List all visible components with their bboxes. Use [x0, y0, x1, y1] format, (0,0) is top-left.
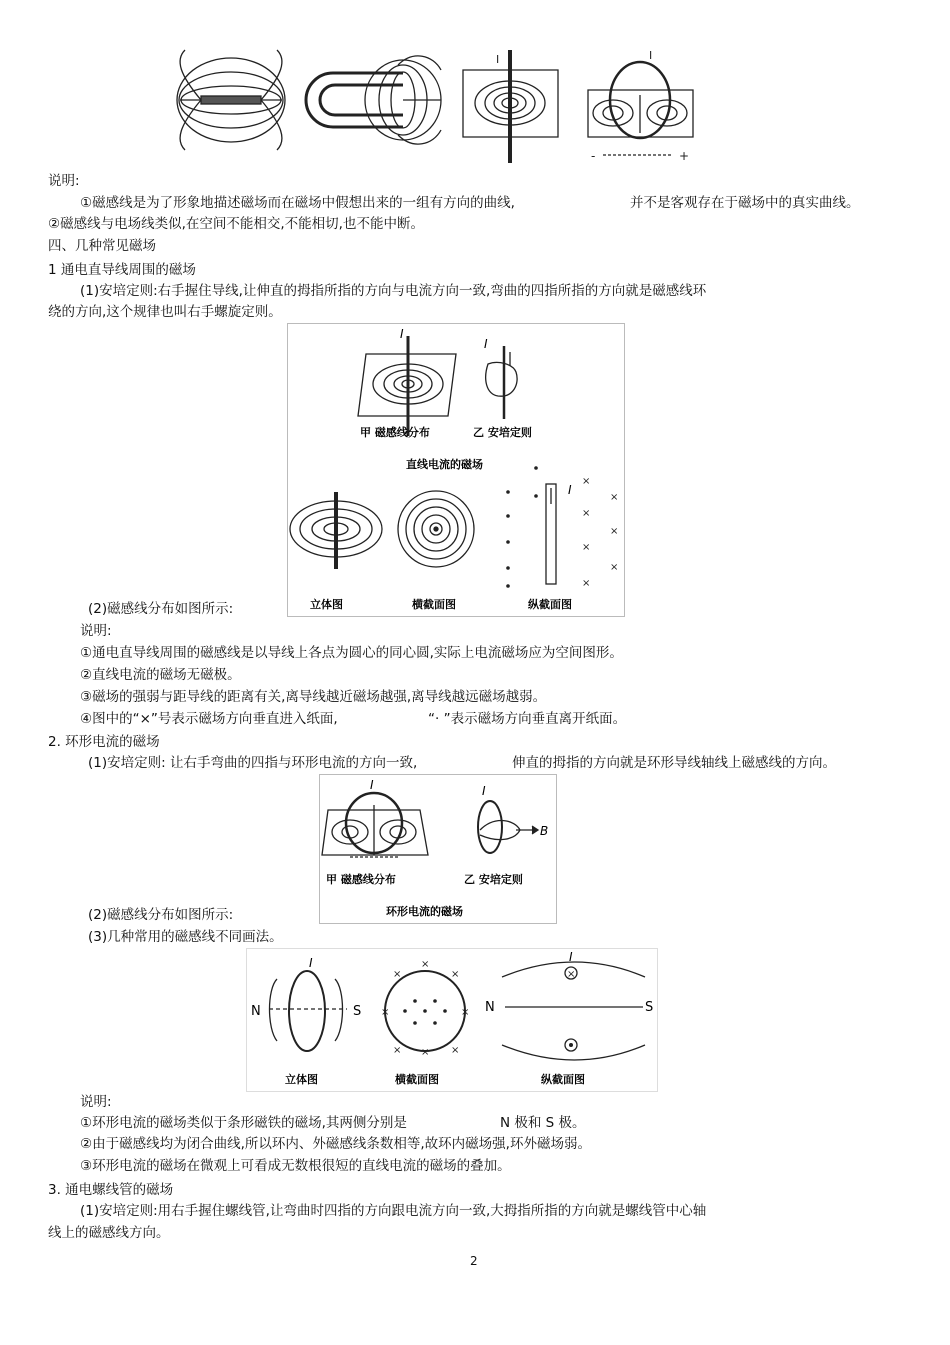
svg-text:×: × [451, 969, 460, 980]
svg-text:×: × [567, 969, 576, 980]
solenoid-title: 3. 通电螺线管的磁场 [48, 1182, 174, 1198]
ring-methods-figure [246, 948, 658, 1092]
straight-fig-cap-yi: 乙 安培定则 [473, 426, 532, 439]
ring-ampere-a: (1)安培定则: 让右手弯曲的四指与环形电流的方向一致, [88, 755, 418, 771]
note1-line1b: 并不是客观存在于磁场中的真实曲线。 [630, 195, 860, 211]
straight-ampere-a: (1)安培定则:右手握住导线,让伸直的拇指所指的方向与电流方向一致,弯曲的四指所指的方向就是磁感线环 [80, 283, 707, 299]
ring-ampere-b: 伸直的拇指的方向就是环形导线轴线上磁感线的方向。 [512, 755, 836, 771]
straight-title: 1 通电直导线周围的磁场 [48, 262, 196, 278]
ring-methods: (3)几种常用的磁感线不同画法。 [88, 929, 283, 945]
ring-fig-current-label-a: I [370, 778, 374, 792]
svg-text:×: × [421, 1047, 430, 1058]
solenoid-ampere-b: 线上的磁感线方向。 [48, 1225, 170, 1241]
ring-note-1a: ①环形电流的磁场类似于条形磁铁的磁场,其两侧分别是 [80, 1115, 407, 1131]
svg-text:×: × [393, 1045, 402, 1056]
ring-fig2-cap-long: 纵截面图 [541, 1073, 585, 1086]
ring-fig2-current-left: I [309, 956, 313, 970]
ring-fig-current-label-b: I [482, 784, 486, 798]
straight-ampere-b: 绕的方向,这个规律也叫右手螺旋定则。 [48, 304, 282, 320]
straight-note-4b: “· ”表示磁场方向垂直离开纸面。 [428, 711, 627, 727]
ring-note-3: ③环形电流的磁场在微观上可看成无数根很短的直线电流的磁场的叠加。 [80, 1158, 511, 1174]
solenoid-ampere-a: (1)安培定则:用右手握住螺线管,让弯曲时四指的方向跟电流方向一致,大拇指所指的方向就是螺线管中心轴 [80, 1203, 707, 1219]
ring-fig-cap-yi: 乙 安培定则 [464, 873, 523, 886]
svg-text:×: × [610, 562, 619, 573]
svg-text:×: × [461, 1007, 470, 1018]
wire-field [463, 50, 558, 163]
svg-text:×: × [610, 526, 619, 537]
ring-fig2-s-right: S [645, 1000, 654, 1015]
ring-field [588, 49, 693, 163]
straight-fig-cap-3d: 立体图 [310, 598, 343, 611]
ring-title: 2. 环形电流的磁场 [48, 734, 160, 750]
svg-text:×: × [451, 1045, 460, 1056]
straight-fig-current-label-c: I [568, 483, 572, 497]
ring-fig-b-label: B [540, 824, 549, 838]
ring-note-heading: 说明: [80, 1094, 112, 1110]
svg-text:×: × [610, 492, 619, 503]
top-ring-current-label: I [649, 49, 653, 62]
straight-note-heading: 说明: [80, 623, 112, 639]
svg-text:×: × [582, 476, 591, 487]
top-ring-minus-label: - [591, 149, 596, 163]
top-ring-plus-label: + [679, 149, 690, 163]
straight-note-2: ②直线电流的磁场无磁极。 [80, 667, 241, 683]
ring-note-2: ②由于磁感线均为闭合曲线,所以环内、外磁感线条数相等,故环内磁场强,环外磁场弱。 [80, 1136, 591, 1152]
section4-title: 四、几种常见磁场 [48, 238, 156, 254]
u-magnet-field [306, 56, 441, 144]
ring-note-1b: N 极和 S 极。 [500, 1115, 586, 1131]
ring-fig-cap-jia: 甲 磁感线分布 [326, 873, 396, 886]
straight-note-4a: ④图中的“×”号表示磁场方向垂直进入纸面, [80, 711, 338, 727]
top-figures [175, 45, 715, 170]
straight-fig-cap-jia: 甲 磁感线分布 [360, 426, 430, 439]
ring-fig2-current-right: I [569, 950, 573, 964]
ring-dist: (2)磁感线分布如图所示: [88, 907, 234, 923]
ring-fig2-s-left: S [353, 1004, 362, 1019]
straight-fig-title: 直线电流的磁场 [406, 458, 483, 471]
note1-line2: ②磁感线与电场线类似,在空间不能相交,不能相切,也不能中断。 [48, 216, 424, 232]
straight-note-3: ③磁场的强弱与距导线的距离有关,离导线越近磁场越强,离导线越远磁场越弱。 [80, 689, 547, 705]
straight-figure [287, 323, 625, 617]
ring-fig-title: 环形电流的磁场 [386, 905, 463, 918]
straight-fig-cap-long: 纵截面图 [528, 598, 572, 611]
ring-fig2-n-right: N [485, 1000, 495, 1015]
straight-fig-current-label-b: I [484, 337, 488, 351]
svg-text:×: × [421, 959, 430, 970]
ring-fig2-cap-3d: 立体图 [285, 1073, 318, 1086]
svg-text:×: × [582, 578, 591, 589]
bar-magnet-field [177, 50, 285, 150]
note1-heading: 说明: [48, 173, 80, 189]
ring-fig2-cap-cross: 横截面图 [395, 1073, 439, 1086]
straight-dist: (2)磁感线分布如图所示: [88, 601, 234, 617]
note1-line1a: ①磁感线是为了形象地描述磁场而在磁场中假想出来的一组有方向的曲线, [80, 195, 515, 211]
svg-text:×: × [393, 969, 402, 980]
top-wire-current-label: I [496, 53, 500, 66]
svg-text:×: × [582, 542, 591, 553]
ring-fig2-n-left: N [251, 1004, 261, 1019]
ring-figure [319, 774, 557, 924]
svg-text:×: × [582, 508, 591, 519]
straight-fig-current-label-a: I [400, 327, 404, 341]
svg-text:×: × [381, 1007, 390, 1018]
straight-note-1: ①通电直导线周围的磁感线是以导线上各点为圆心的同心圆,实际上电流磁场应为空间图形。 [80, 645, 623, 661]
straight-fig-cap-cross: 横截面图 [412, 598, 456, 611]
page-number: 2 [470, 1254, 478, 1268]
